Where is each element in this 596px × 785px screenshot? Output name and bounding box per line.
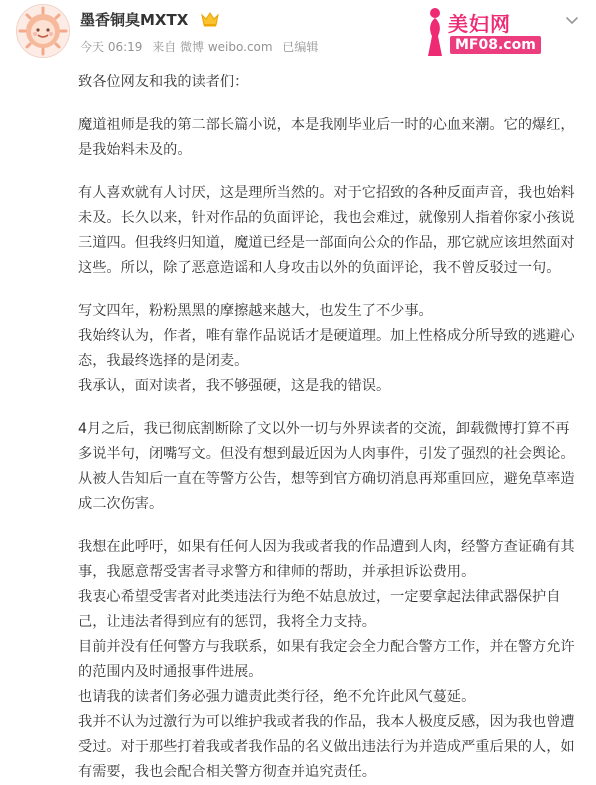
vip-crown-icon[interactable] <box>200 10 220 28</box>
user-avatar[interactable] <box>16 4 70 58</box>
woman-figure-logo-icon <box>422 6 448 58</box>
post-paragraph-5c: 目前并没有任何警方与我联系，如果有我定会全力配合警方工作，并在警方允许的范围内及时通报事件进展。 <box>78 639 575 680</box>
post-paragraph-1: 魔道祖师是我的第二部长篇小说，本是我刚毕业后一时的心血来潮。它的爆红，是我始料未及的。 <box>78 117 575 158</box>
post-time[interactable]: 今天 06:19 <box>80 40 143 54</box>
post-meta <box>80 38 324 55</box>
post-paragraph-2: 有人喜欢就有人讨厌，这是理所当然的。对于它招致的各种反面声音，我也始料未及。长久以来，针对作品的负面评论，我也会难过，就像别人指着你家小孩说三道四。但我终归知道，魔道已经是一部面向公众的作品，那它就应该坦然面对这些。所以，除了恶意造谣和人身攻击以外的负面评论，我不曾反驳过一句。 <box>78 185 575 276</box>
post-body <box>78 70 583 785</box>
post-paragraph-3a: 写文四年，粉粉黑黑的摩擦越来越大，也发生了不少事。 <box>78 303 433 319</box>
watermark-url: MF08.com <box>450 36 541 54</box>
post-paragraph-3c: 我承认，面对读者，我不够强硬，这是我的错误。 <box>78 378 391 394</box>
post-paragraph-5d: 也请我的读者们务必强力谴责此类行径，绝不允许此风气蔓延。 <box>78 689 476 705</box>
sun-face-avatar-icon <box>17 5 69 57</box>
post-source[interactable]: 来自 微博 weibo.com <box>152 40 273 54</box>
chevron-down-icon[interactable] <box>564 12 580 28</box>
edited-status[interactable]: 已编辑 <box>282 40 319 54</box>
post-paragraph-5e: 我并不认为过激行为可以维护我或者我的作品，我本人极度反感，因为我也曾遭受过。对于那些打着我或者我作品的名义做出违法行为并造成严重后果的人，如有需要，我也会配合相关警方彻查并追究责任。 <box>78 714 575 780</box>
site-watermark <box>422 6 562 58</box>
post-paragraph-3b: 我始终认为，作者，唯有靠作品说话才是硬道理。加上性格成分所导致的逃避心态，我最终选择的是闭麦。 <box>78 328 575 369</box>
post-greeting: 致各位网友和我的读者们： <box>78 74 249 90</box>
watermark-title: 美妇网 <box>448 12 511 36</box>
author-name[interactable]: 墨香铜臭MXTX <box>80 11 189 29</box>
post-paragraph-5b: 我衷心希望受害者对此类违法行为绝不姑息放过，一定要拿起法律武器保护自己，让违法者得到应有的惩罚，我将全力支持。 <box>78 589 561 630</box>
post-paragraph-4: 4月之后，我已彻底割断除了文以外一切与外界读者的交流，卸载微博打算不再多说半句，闭嘴写文。但没有想到最近因为人肉事件，引发了强烈的社会舆论。从被人告知后一直在等警方公告，想等到官方确切消息再郑重回应，避免草率造成二次伤害。 <box>78 421 575 512</box>
post-header <box>0 0 596 66</box>
post-paragraph-5a: 我想在此呼吁，如果有任何人因为我或者我的作品遭到人肉，经警方查证确有其事，我愿意帮受害者寻求警方和律师的帮助，并承担诉讼费用。 <box>78 539 575 580</box>
